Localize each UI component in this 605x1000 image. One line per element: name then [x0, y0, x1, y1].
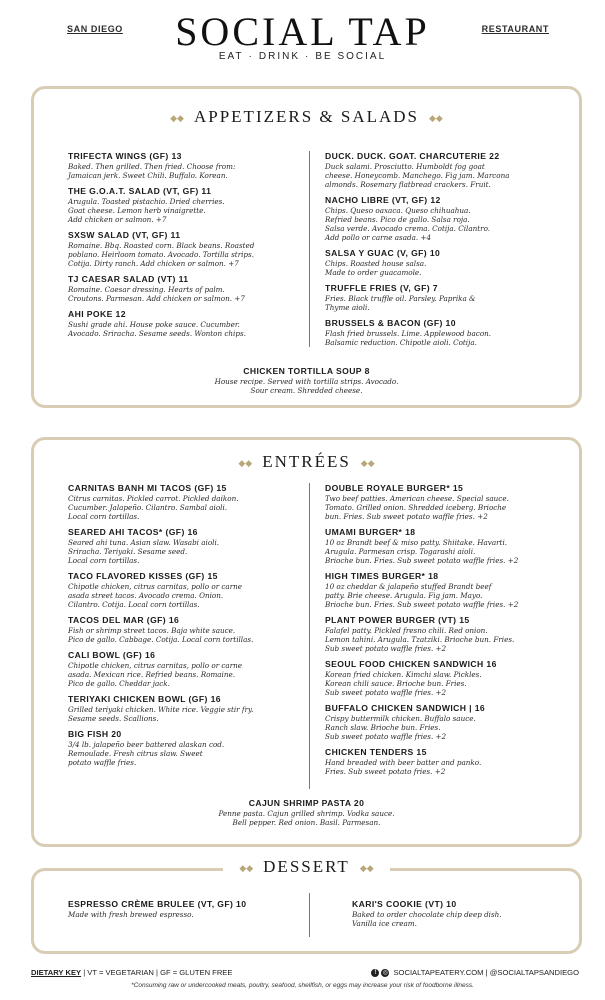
column-divider: [309, 893, 310, 937]
item-name: TERIYAKI CHICKEN BOWL (GF) 16: [68, 694, 221, 704]
item-name: SEARED AHI TACOS* (GF) 16: [68, 527, 198, 537]
dietary-key-label: DIETARY KEY: [31, 968, 82, 977]
entrees-title: ENTRÉES: [262, 452, 351, 471]
entrees-section: [31, 437, 582, 847]
appetizers-title: APPETIZERS & SALADS: [193, 107, 420, 126]
item-description: Hand breaded with beer batter and panko. Fries. Sub sweet potato fries. +2: [325, 758, 482, 776]
item-description: 3/4 lb. jalapeño beer battered alaskan cod. Remoulade. Fresh citrus slaw. Sweet potato waffle fries.: [68, 740, 225, 767]
entrees-right-column: [325, 483, 565, 782]
item-description: Flash fried brussels. Lime. Applewood bacon. Balsamic reduction. Chipotle aioli. Cotija.: [325, 329, 492, 347]
item-description: 10 oz cheddar & jalapeño stuffed Brandt beef patty. Brie cheese. Arugula. Fig jam. Mayo. Brioche bun. Fries. Sub sweet potato waffle fries. +2: [325, 582, 519, 609]
ornament-icon: ◆◆: [359, 862, 374, 873]
item-description: Grilled teriyaki chicken. White rice. Veggie stir fry. Sesame seeds. Scallions.: [68, 705, 254, 723]
menu-item: [68, 483, 308, 521]
item-description: Crispy buttermilk chicken. Buffalo sauce. Ranch slaw. Brioche bun. Fries. Sub sweet potato waffle fries. +2: [325, 714, 476, 741]
item-description: Made with fresh brewed espresso.: [68, 910, 194, 919]
dessert-heading-wrap: [223, 857, 389, 876]
item-name: BIG FISH 20: [68, 729, 122, 739]
item-name: SXSW SALAD (VT, GF) 11: [68, 230, 181, 240]
item-name: NACHO LIBRE (VT, GF) 12: [325, 195, 441, 205]
menu-item: [325, 703, 565, 741]
item-name: CARNITAS BANH MI TACOS (GF) 15: [68, 483, 227, 493]
item-name: CHICKEN TENDERS 15: [325, 747, 427, 757]
item-name: UMAMI BURGER* 18: [325, 527, 416, 537]
menu-item: [68, 899, 308, 919]
item-name: KARI'S COOKIE (VT) 10: [352, 899, 457, 909]
menu-item: [68, 230, 308, 268]
item-description: Chips. Roasted house salsa. Made to order guacamole.: [325, 259, 427, 277]
dessert-heading: [34, 857, 579, 877]
item-description: Falafel patty. Pickled fresno chili. Red onion. Lemon tahini. Arugula. Tzatziki. Brioche bun. Fries. Sub sweet potato waffle fries. +2: [325, 626, 515, 653]
item-name: TRIFECTA WINGS (GF) 13: [68, 151, 182, 161]
appetizers-right-column: [325, 151, 565, 353]
item-name: TACO FLAVORED KISSES (GF) 15: [68, 571, 218, 581]
menu-item-center: [34, 366, 579, 395]
menu-item: [325, 248, 565, 277]
menu-item: [68, 729, 308, 767]
item-description: Chips. Queso oaxaca. Queso chihuahua. Refried beans. Pico de gallo. Salsa roja. Salsa verde. Avocado crema. Cotija. Cilantro. Add pollo or carne asada. +4: [325, 206, 491, 242]
item-name: DOUBLE ROYALE BURGER* 15: [325, 483, 464, 493]
item-description: 10 oz Brandt beef & miso patty. Shiitake. Havarti. Arugula. Parmesan crisp. Togarashi aioli. Brioche bun. Fries. Sub sweet potato waffle fries. +2: [325, 538, 519, 565]
menu-item: [325, 195, 565, 242]
item-name: TJ CAESAR SALAD (VT) 11: [68, 274, 189, 284]
menu-item: [325, 318, 565, 347]
dessert-title: DESSERT: [263, 857, 350, 876]
social-text[interactable]: SOCIALTAPEATERY.COM | @SOCIALTAPSANDIEGO: [393, 968, 579, 977]
item-description: Citrus carnitas. Pickled carrot. Pickled daikon. Cucumber. Jalapeño. Cilantro. Sambal aioli. Local corn tortillas.: [68, 494, 239, 521]
dessert-right-column: [352, 899, 572, 934]
menu-item: [325, 527, 565, 565]
facebook-icon[interactable]: f: [371, 969, 379, 977]
item-description: House recipe. Served with tortilla strips. Avocado. Sour cream. Shredded cheese.: [214, 377, 399, 395]
menu-item: [325, 571, 565, 609]
menu-item: [68, 309, 308, 338]
ornament-icon: ◆◆: [429, 112, 443, 123]
menu-item-center: [34, 798, 579, 827]
menu-item: [68, 186, 308, 224]
tagline-drink: DRINK: [258, 51, 301, 62]
item-description: Fish or shrimp street tacos. Baja white sauce. Pico de gallo. Cabbage. Cotija. Local corn tortillas.: [68, 626, 254, 644]
tagline: [0, 51, 605, 62]
item-name: PLANT POWER BURGER (VT) 15: [325, 615, 470, 625]
item-name: TRUFFLE FRIES (V, GF) 7: [325, 283, 438, 293]
tagline-separator: ·: [305, 51, 311, 62]
appetizers-left-column: [68, 151, 308, 344]
dessert-left-column: [68, 899, 308, 925]
menu-item: [68, 615, 308, 644]
item-description: Chipotle chicken, citrus carnitas, pollo or carne asada. Mexican rice. Refried beans. Romaine. Pico de gallo. Cheddar jack.: [68, 661, 243, 688]
menu-item: [68, 274, 308, 303]
menu-item: [352, 899, 572, 928]
item-name: TACOS DEL MAR (GF) 16: [68, 615, 180, 625]
menu-item: [325, 283, 565, 312]
ornament-icon: ◆◆: [239, 862, 254, 873]
column-divider: [309, 151, 310, 347]
menu-item: [325, 483, 565, 521]
location-label: SAN DIEGO: [67, 24, 123, 34]
menu-item: [325, 659, 565, 697]
item-name: CAJUN SHRIMP PASTA 20: [248, 798, 365, 808]
item-description: Korean fried chicken. Kimchi slaw. Pickles. Korean chili sauce. Brioche bun. Fries. Sub sweet potato waffle fries. +2: [325, 670, 482, 697]
item-description: Penne pasta. Cajun grilled shrimp. Vodka sauce. Bell pepper. Red onion. Basil. Parmesan.: [218, 809, 395, 827]
item-description: Duck salami. Prosciutto. Humboldt fog goat cheese. Honeycomb. Manchego. Fig jam. Marcona almonds. Rosemary flatbread crackers. Fruit.: [325, 162, 510, 189]
item-description: Sushi grade ahi. House poke sauce. Cucumber. Avocado. Sriracha. Sesame seeds. Wonton chips.: [68, 320, 246, 338]
tagline-social: BE SOCIAL: [315, 51, 387, 62]
menu-item: [68, 571, 308, 609]
entrees-left-column: [68, 483, 308, 773]
item-description: Baked. Then grilled. Then fried. Choose from: Jamaican jerk. Sweet Chili. Buffalo. Korean.: [68, 162, 236, 180]
item-name: BRUSSELS & BACON (GF) 10: [325, 318, 456, 328]
item-description: Romaine. Caesar dressing. Hearts of palm. Croutons. Parmesan. Add chicken or salmon. +7: [68, 285, 245, 303]
menu-item: [325, 747, 565, 776]
item-name: CALI BOWL (GF) 16: [68, 650, 156, 660]
menu-item: [325, 615, 565, 653]
item-name: DUCK. DUCK. GOAT. CHARCUTERIE 22: [325, 151, 500, 161]
item-description: Romaine. Bbq. Roasted corn. Black beans. Roasted poblano. Heirloom tomato. Avocado. Tortilla strips. Cotija. Dirty ranch. Add chicken or salmon. +7: [68, 241, 255, 268]
dessert-section: [31, 857, 582, 954]
item-description: Chipotle chicken, citrus carnitas, pollo or carne asada street tacos. Avocado crema. Onion. Cilantro. Cotija. Local corn tortillas.: [68, 582, 243, 609]
entrees-heading: [34, 452, 579, 472]
menu-header: [0, 0, 605, 80]
ornament-icon: ◆◆: [360, 457, 375, 468]
social-links: [371, 968, 579, 977]
menu-item: [68, 527, 308, 565]
item-description: Two beef patties. American cheese. Special sauce. Tomato. Grilled onion. Shredded iceberg. Brioche bun. Fries. Sub sweet potato waffle fries. +2: [325, 494, 509, 521]
instagram-icon[interactable]: ◎: [382, 970, 388, 976]
tagline-separator: ·: [248, 51, 254, 62]
menu-item: [68, 694, 308, 723]
menu-item: [68, 151, 308, 180]
item-name: THE G.O.A.T. SALAD (VT, GF) 11: [68, 186, 212, 196]
item-name: HIGH TIMES BURGER* 18: [325, 571, 439, 581]
column-divider: [309, 483, 310, 789]
item-description: Fries. Black truffle oil. Parsley. Paprika & Thyme aioli.: [325, 294, 476, 312]
ornament-icon: ◆◆: [238, 457, 253, 468]
menu-item: [325, 151, 565, 189]
dietary-key: [31, 968, 232, 977]
disclaimer: *Consuming raw or undercooked meats, poultry, seafood, shellfish, or eggs may increase your risk of foodborne illness.: [131, 982, 474, 989]
ornament-icon: ◆◆: [170, 112, 184, 123]
item-description: Baked to order chocolate chip deep dish. Vanilla ice cream.: [352, 910, 502, 928]
appetizers-heading: [34, 107, 579, 127]
item-description: Arugula. Toasted pistachio. Dried cherries. Goat cheese. Lemon herb vinaigrette. Add chicken or salmon. +7: [68, 197, 225, 224]
item-name: SALSA Y GUAC (V, GF) 10: [325, 248, 441, 258]
tagline-eat: EAT: [218, 51, 244, 62]
brand-title: SOCIAL TAP: [175, 9, 430, 54]
item-name: ESPRESSO CRÈME BRULEE (VT, GF) 10: [68, 899, 247, 909]
menu-item: [68, 650, 308, 688]
appetizers-section: [31, 86, 582, 408]
item-name: CHICKEN TORTILLA SOUP 8: [243, 366, 370, 376]
item-name: BUFFALO CHICKEN SANDWICH | 16: [325, 703, 486, 713]
item-name: SEOUL FOOD CHICKEN SANDWICH 16: [325, 659, 497, 669]
item-description: Seared ahi tuna. Asian slaw. Wasabi aioli. Sriracha. Teriyaki. Sesame seed. Local corn tortillas.: [68, 538, 220, 565]
venue-type-label: RESTAURANT: [481, 24, 549, 34]
item-name: AHI POKE 12: [68, 309, 126, 319]
dietary-key-text: | VT = VEGETARIAN | GF = GLUTEN FREE: [81, 968, 233, 977]
